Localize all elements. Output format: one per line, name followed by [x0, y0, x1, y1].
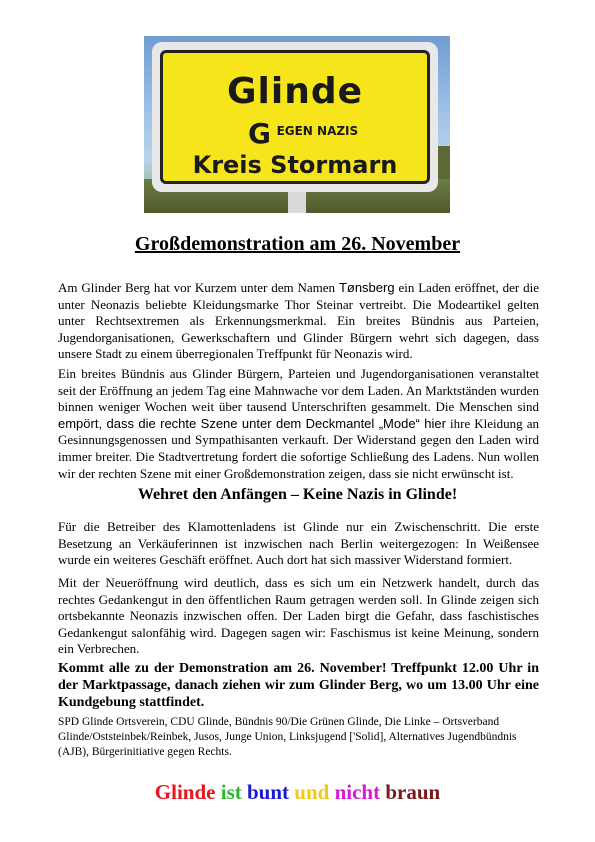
town-sign [152, 42, 438, 192]
page-title: Großdemonstration am 26. November [134, 233, 461, 255]
sign-district: Kreis Stormarn [192, 151, 398, 179]
paragraph-intro [58, 280, 539, 363]
slogan-word: Glinde [154, 780, 216, 804]
slogan-word: braun [385, 780, 441, 804]
paragraph-danger: Mit der Neueröffnung wird deutlich, dass es sich um ein Netzwerk handelt, durch das rechtes Gedankengut in den öffentlichen Raum getragen werden soll. In Glinde zeigen sich ortsbekannte Neonazis inzwischen offen. Der Laden birgt die Gefahr, dass faschistisches Gedankengut salonfähig wird. Dagegen sagen wir: Faschismus ist keine Meinung, sondern ein Verbrechen. [58, 575, 539, 657]
slogan-word: bunt [246, 780, 290, 804]
paragraph-alliance-start: Ein breites Bündnis aus Glinder Bürgern, Parteien und Jugendorganisationen veranstaltet seit der Eröffnung an jedem Tag eine Mahnwache vor dem Laden. An Marktständen wurden binnen weniger Wochen weit über tausend Unterschriften gesammelt. Die Menschen sind [58, 366, 539, 415]
store-brand-name: Tønsberg [338, 280, 395, 295]
slogan-word: und [294, 780, 330, 804]
sign-slogan-initial: G [248, 117, 271, 150]
section-heading: Wehret den Anfängen – Keine Nazis in Glinde! [137, 486, 458, 503]
slogan-word: ist [220, 780, 242, 804]
sign-slogan-rest: EGEN NAZIS [276, 124, 359, 138]
signatories: SPD Glinde Ortsverein, CDU Glinde, Bündnis 90/Die Grünen Glinde, Die Linke – Ortsverband Glinde/Oststeinbek/Reinbek, Jusos, Junge Union, Linksjugend ['Solid], Alternatives Jugendbündnis (AJB), Bürgerinitiative gegen Rechts. [58, 716, 517, 758]
paragraph-alliance [58, 366, 539, 482]
sign-town-name: Glinde [226, 71, 364, 112]
sign-slogan [248, 117, 358, 150]
slogan [0, 780, 595, 805]
call-to-action: Kommt alle zu der Demonstration am 26. November! Treffpunkt 12.00 Uhr in der Marktpassage, danach ziehen wir zum Glinder Berg, wo um 13.00 Uhr eine Kundgebung stattfindet. [58, 661, 539, 710]
paragraph-intro-start: Am Glinder Berg hat vor Kurzem unter dem Namen [58, 280, 339, 295]
paragraph-alliance-inset: empört, dass die rechte Szene unter dem Deckmantel „Mode“ hier [58, 415, 446, 431]
paragraph-intro-end: ein Laden eröffnet, der die unter Neonazis beliebte Kleidungsmarke Thor Steinar vertreibt. Die Modeartikel gelten unter Rechtsextremen als Erkennungsmerkmal. Ein breites Bündnis aus Parteien, Jugendorganisationen, Gewerkschaftern und Glinder Bürgern wehrt sich dagegen, dass unsere Stadt zu einem überregionalen Treffpunkt für Neonazis wird. [58, 280, 540, 362]
paragraph-alliance-end: ihre Kleidung an Gesinnungsgenossen und Sympathisanten verkauft. Der Widerstand gegen den Laden wird immer breiter. Die Stadtvertretung fordert die sofortige Schließung des Ladens. Nun wollen wir der rechten Szene mit einer Großdemonstration zeigen, dass sie nicht erwünscht ist. [58, 415, 539, 481]
paragraph-network: Für die Betreiber des Klamottenladens ist Glinde nur ein Zwischenschritt. Die erste Besetzung an Verkäuferinnen ist inzwischen nach Berlin weitergezogen: In Weißensee wurde ein weiteres Geschäft eröffnet. Auch dort hat sich massiver Widerstand formiert. [58, 519, 539, 568]
sign-pole [288, 192, 306, 213]
sign-face [160, 50, 430, 184]
slogan-word: nicht [334, 780, 381, 804]
